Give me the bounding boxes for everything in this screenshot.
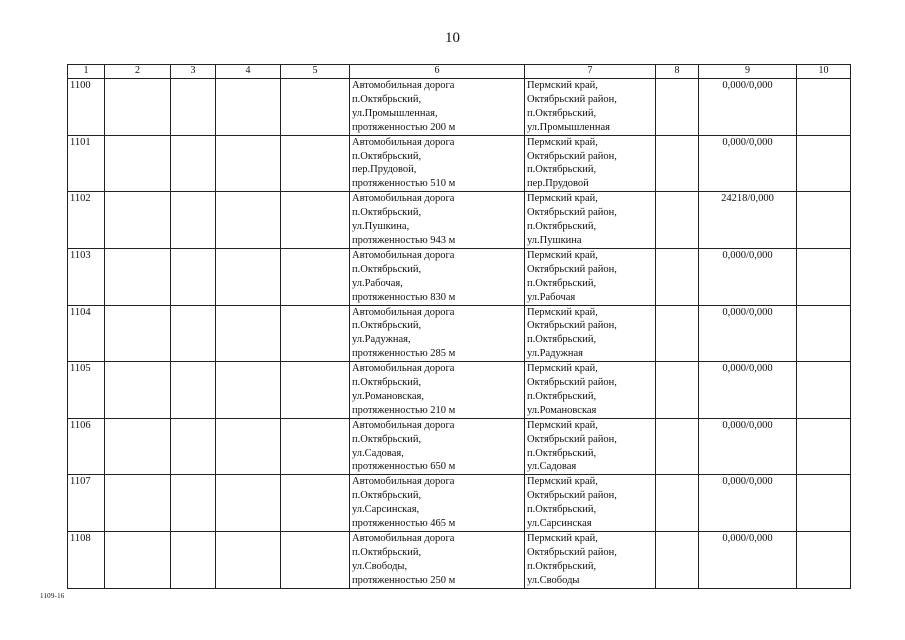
empty-cell [281,192,350,249]
address-line: Пермский край, [527,193,598,205]
address-line: Октябрьский район, [527,320,617,332]
column-header: 5 [281,65,350,79]
empty-cell [656,418,699,475]
empty-cell [656,362,699,419]
address-line: пер.Прудовой [527,178,589,190]
address-line: Пермский край, [527,533,598,544]
object-name-line: протяженностью 285 м [352,348,456,360]
empty-cell [797,248,851,305]
column-header: 9 [699,65,797,79]
address-line: Пермский край, [527,136,598,148]
empty-cell [797,532,851,589]
empty-cell [281,248,350,305]
address-line: п.Октябрьский, [527,107,597,119]
object-name-line: Автомобильная дорога [352,363,455,375]
empty-cell [797,192,851,249]
empty-cell [656,305,699,362]
address-line: Октябрьский район, [527,377,617,389]
object-name-line: п.Октябрьский, [352,320,422,332]
address-line: Октябрьский район, [527,207,617,219]
value-cell: 0,000/0,000 [699,305,797,362]
table-header-row [68,65,851,79]
column-header: 3 [171,65,216,79]
empty-cell [171,135,216,192]
object-name-cell [350,305,525,362]
object-name-cell [350,475,525,532]
empty-cell [105,135,171,192]
address-line: п.Октябрьский, [527,447,597,459]
empty-cell [281,532,350,589]
empty-cell [216,192,281,249]
registry-table [67,64,851,589]
object-name-line: протяженностью 210 м [352,404,456,416]
object-name-line: ул.Садовая, [352,447,404,459]
row-number-cell: 1101 [68,135,105,192]
address-line: ул.Свободы [527,574,580,586]
object-name-line: п.Октябрьский, [352,93,422,105]
empty-cell [281,135,350,192]
address-cell [525,475,656,532]
address-line: Октябрьский район, [527,433,617,445]
empty-cell [105,192,171,249]
table-row [68,475,851,532]
empty-cell [281,475,350,532]
empty-cell [105,248,171,305]
value-cell: 0,000/0,000 [699,362,797,419]
table-row [68,305,851,362]
address-line: Пермский край, [527,306,598,318]
object-name-line: Автомобильная дорога [352,80,455,91]
address-cell [525,192,656,249]
column-header: 1 [68,65,105,79]
address-cell [525,305,656,362]
column-header: 10 [797,65,851,79]
empty-cell [216,475,281,532]
object-name-line: Автомобильная дорога [352,306,455,318]
value-cell: 0,000/0,000 [699,135,797,192]
empty-cell [105,475,171,532]
empty-cell [171,305,216,362]
object-name-line: Автомобильная дорога [352,193,455,205]
address-line: Октябрьский район, [527,150,617,162]
value-cell: 0,000/0,000 [699,79,797,136]
address-line: Пермский край, [527,419,598,431]
object-name-line: п.Октябрьский, [352,263,422,275]
address-line: Пермский край, [527,363,598,375]
address-line: п.Октябрьский, [527,504,597,516]
page-number: 10 [445,30,460,46]
object-name-line: ул.Романовская, [352,390,424,402]
object-name-cell [350,192,525,249]
column-header: 4 [216,65,281,79]
object-name-line: протяженностью 650 м [352,461,456,473]
address-line: Пермский край, [527,80,598,91]
object-name-line: протяженностью 830 м [352,291,456,303]
address-line: п.Октябрьский, [527,164,597,176]
object-name-line: ул.Сарсинская, [352,504,420,516]
column-header: 8 [656,65,699,79]
empty-cell [171,248,216,305]
object-name-line: протяженностью 200 м [352,121,456,133]
address-line: ул.Сарсинская [527,518,592,530]
object-name-cell [350,135,525,192]
address-line: п.Октябрьский, [527,560,597,572]
table-row [68,248,851,305]
empty-cell [171,532,216,589]
address-cell [525,532,656,589]
empty-cell [656,248,699,305]
row-number-cell: 1106 [68,418,105,475]
empty-cell [281,362,350,419]
address-line: Октябрьский район, [527,546,617,558]
value-cell: 0,000/0,000 [699,248,797,305]
empty-cell [656,532,699,589]
address-line: п.Октябрьский, [527,334,597,346]
value-cell: 0,000/0,000 [699,532,797,589]
object-name-line: п.Октябрьский, [352,207,422,219]
object-name-line: ул.Рабочая, [352,277,403,289]
row-number-cell: 1100 [68,79,105,136]
object-name-line: протяженностью 943 м [352,234,456,246]
object-name-line: ул.Радужная, [352,334,411,346]
empty-cell [797,305,851,362]
value-cell: 0,000/0,000 [699,418,797,475]
empty-cell [216,418,281,475]
empty-cell [216,532,281,589]
object-name-line: п.Октябрьский, [352,150,422,162]
empty-cell [105,418,171,475]
column-header: 2 [105,65,171,79]
empty-cell [281,79,350,136]
row-number-cell: 1104 [68,305,105,362]
object-name-line: Автомобильная дорога [352,419,455,431]
object-name-cell [350,362,525,419]
empty-cell [797,418,851,475]
object-name-line: п.Октябрьский, [352,546,422,558]
address-line: ул.Промышленная [527,121,610,133]
address-line: ул.Пушкина [527,234,582,246]
empty-cell [105,305,171,362]
address-cell [525,135,656,192]
object-name-cell [350,79,525,136]
address-line: Октябрьский район, [527,490,617,502]
row-number-cell: 1102 [68,192,105,249]
row-number-cell: 1103 [68,248,105,305]
object-name-line: ул.Промышленная, [352,107,438,119]
column-header: 7 [525,65,656,79]
empty-cell [797,362,851,419]
value-cell: 24218/0,000 [699,192,797,249]
address-line: ул.Радужная [527,348,583,360]
object-name-line: п.Октябрьский, [352,433,422,445]
address-line: Пермский край, [527,476,598,488]
object-name-cell [350,418,525,475]
empty-cell [105,362,171,419]
empty-cell [656,79,699,136]
address-cell [525,418,656,475]
empty-cell [216,248,281,305]
empty-cell [216,79,281,136]
address-line: Пермский край, [527,249,598,261]
empty-cell [171,362,216,419]
empty-cell [656,475,699,532]
address-cell [525,248,656,305]
object-name-line: Автомобильная дорога [352,476,455,488]
object-name-line: п.Октябрьский, [352,490,422,502]
table-row [68,532,851,589]
object-name-line: протяженностью 465 м [352,518,456,530]
object-name-line: Автомобильная дорога [352,249,455,261]
object-name-line: протяженностью 510 м [352,178,456,190]
empty-cell [171,192,216,249]
address-line: Октябрьский район, [527,93,617,105]
address-line: п.Октябрьский, [527,390,597,402]
empty-cell [656,192,699,249]
row-number-cell: 1105 [68,362,105,419]
empty-cell [797,135,851,192]
object-name-line: ул.Пушкина, [352,221,410,233]
empty-cell [216,135,281,192]
table-row [68,79,851,136]
empty-cell [216,362,281,419]
empty-cell [797,475,851,532]
table-row [68,135,851,192]
object-name-cell [350,532,525,589]
address-line: п.Октябрьский, [527,277,597,289]
table-row [68,192,851,249]
row-number-cell: 1108 [68,532,105,589]
empty-cell [105,79,171,136]
address-line: ул.Рабочая [527,291,576,303]
address-cell [525,79,656,136]
footer-code: 1109-16 [40,592,65,600]
empty-cell [171,79,216,136]
object-name-line: Автомобильная дорога [352,533,455,544]
row-number-cell: 1107 [68,475,105,532]
empty-cell [216,305,281,362]
address-line: Октябрьский район, [527,263,617,275]
empty-cell [281,418,350,475]
table-row [68,418,851,475]
empty-cell [656,135,699,192]
address-line: п.Октябрьский, [527,221,597,233]
object-name-line: пер.Прудовой, [352,164,417,176]
object-name-line: протяженностью 250 м [352,574,456,586]
registry-body [68,79,851,589]
object-name-line: Автомобильная дорога [352,136,455,148]
value-cell: 0,000/0,000 [699,475,797,532]
table-row [68,362,851,419]
object-name-line: ул.Свободы, [352,560,408,572]
object-name-line: п.Октябрьский, [352,377,422,389]
address-line: ул.Романовская [527,404,597,416]
empty-cell [797,79,851,136]
empty-cell [171,418,216,475]
empty-cell [171,475,216,532]
address-cell [525,362,656,419]
object-name-cell [350,248,525,305]
empty-cell [281,305,350,362]
address-line: ул.Садовая [527,461,577,473]
empty-cell [105,532,171,589]
column-header: 6 [350,65,525,79]
